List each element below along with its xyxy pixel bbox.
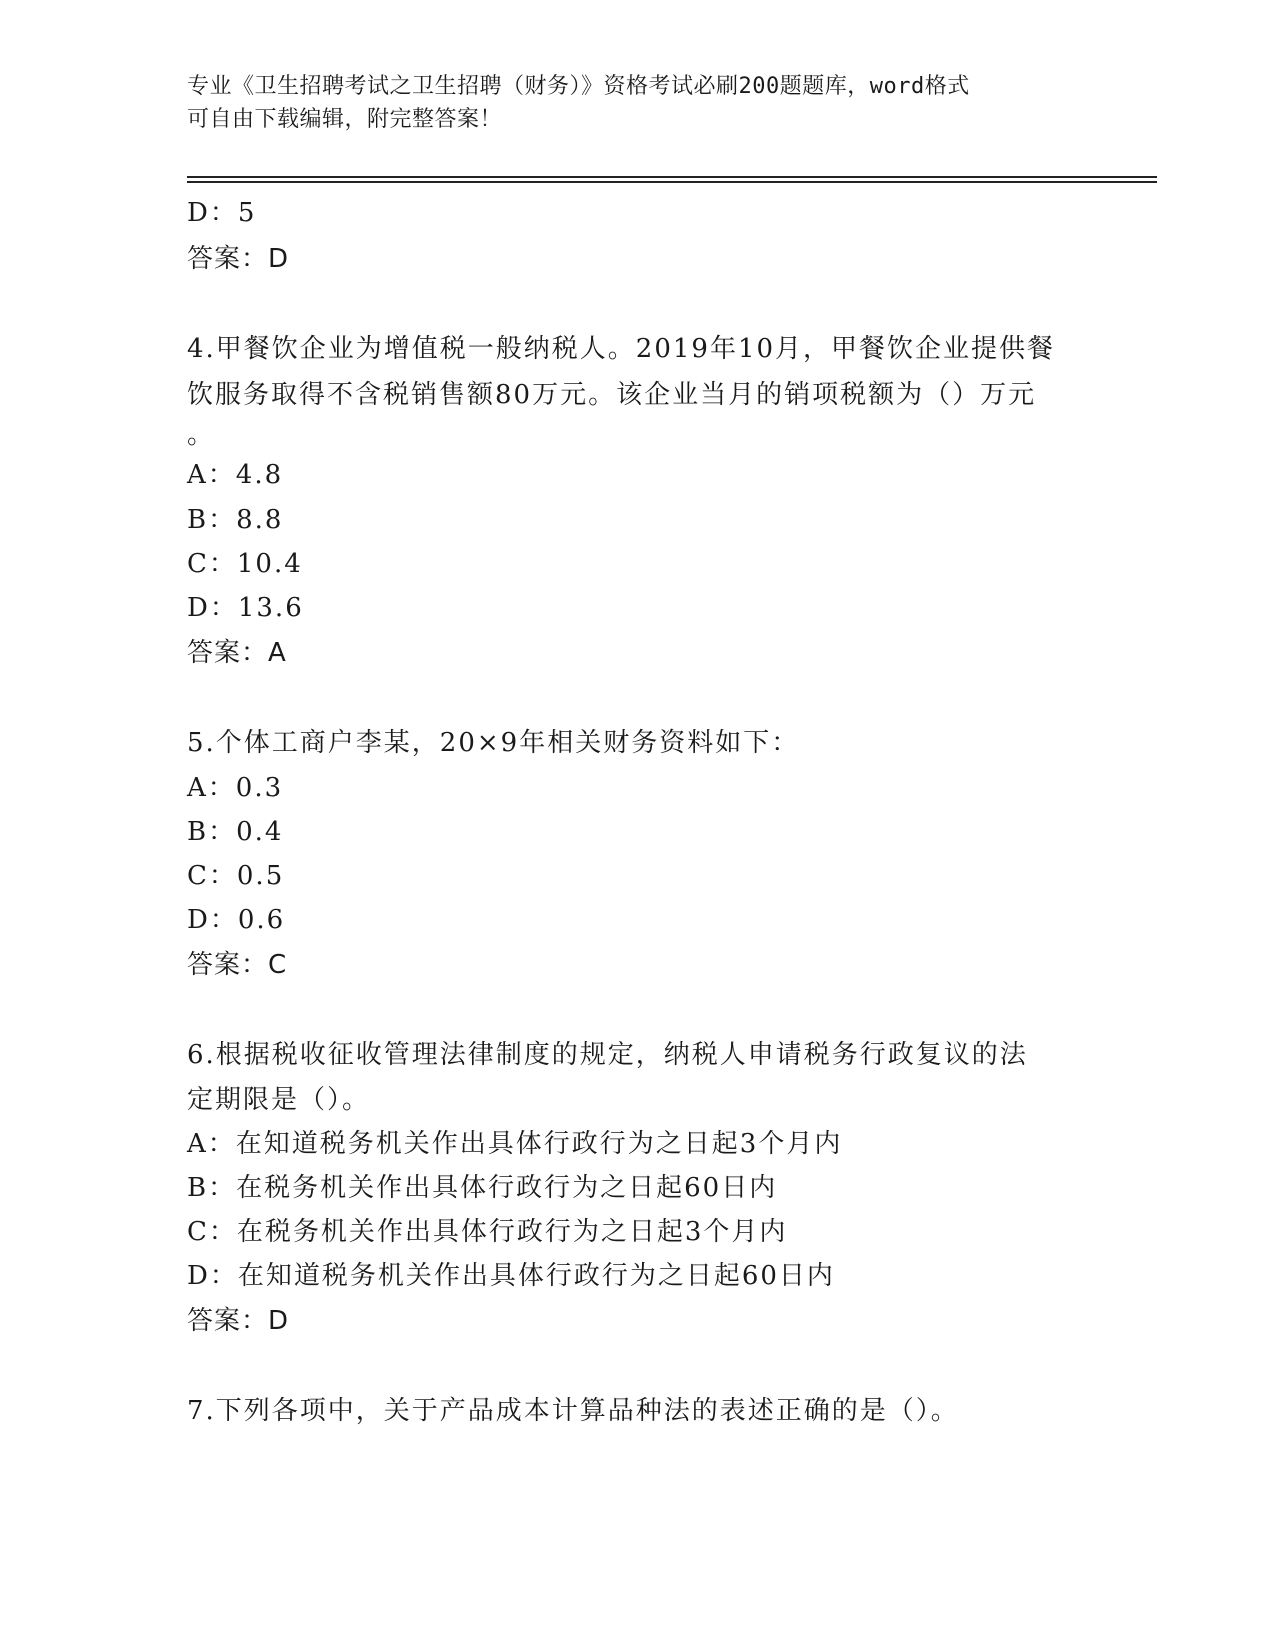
option-a: A：0.3 [187, 773, 284, 803]
option-d: D：0.6 [187, 905, 286, 935]
option-c: C：在税务机关作出具体行政行为之日起3个月内 [187, 1217, 788, 1247]
question-stem-line: 7.下列各项中，关于产品成本计算品种法的表述正确的是（）。 [187, 1396, 959, 1426]
question-stem-line: 饮服务取得不含税销售额80万元。该企业当月的销项税额为（）万元 [187, 380, 1037, 410]
page-header [187, 70, 1087, 136]
option-d: D：13.6 [187, 593, 304, 623]
header-divider [187, 176, 1157, 183]
answer-line: 答案：C [187, 950, 288, 980]
option-c: C：0.5 [187, 861, 285, 891]
question-stem-line: 定期限是（）。 [187, 1085, 371, 1115]
spacer [187, 282, 1087, 326]
option-a: A：在知道税务机关作出具体行政行为之日起3个月内 [187, 1129, 843, 1159]
question-6 [187, 1032, 1087, 1344]
question-4 [187, 326, 1087, 676]
option-a: A：4.8 [187, 460, 284, 490]
question-list [187, 190, 1087, 1434]
spacer [187, 988, 1087, 1032]
header-line-2: 可自由下载编辑，附完整答案！ [187, 107, 503, 132]
option-b: B：在税务机关作出具体行政行为之日起60日内 [187, 1173, 778, 1203]
option-d: D：5 [187, 198, 257, 228]
spacer [187, 1344, 1087, 1388]
question-stem-line: 5.个体工商户李某，20×9年相关财务资料如下： [187, 728, 800, 758]
option-b: B：8.8 [187, 505, 284, 535]
option-d: D：在知道税务机关作出具体行政行为之日起60日内 [187, 1261, 835, 1291]
spacer [187, 676, 1087, 720]
question-stem-line: 。 [187, 420, 216, 450]
question-stem-line: 6.根据税收征收管理法律制度的规定，纳税人申请税务行政复议的法 [187, 1040, 1028, 1070]
header-line-1: 专业《卫生招聘考试之卫生招聘（财务）》资格考试必刷200题题库，word格式 [187, 74, 970, 99]
question-5 [187, 720, 1087, 988]
question-stem-line: 4.甲餐饮企业为增值税一般纳税人。2019年10月，甲餐饮企业提供餐 [187, 334, 1056, 364]
answer-line: 答案：D [187, 1306, 290, 1336]
option-c: C：10.4 [187, 549, 303, 579]
answer-line: 答案：A [187, 638, 287, 668]
option-b: B：0.4 [187, 817, 284, 847]
answer-line: 答案：D [187, 244, 290, 274]
question-7 [187, 1388, 1087, 1434]
